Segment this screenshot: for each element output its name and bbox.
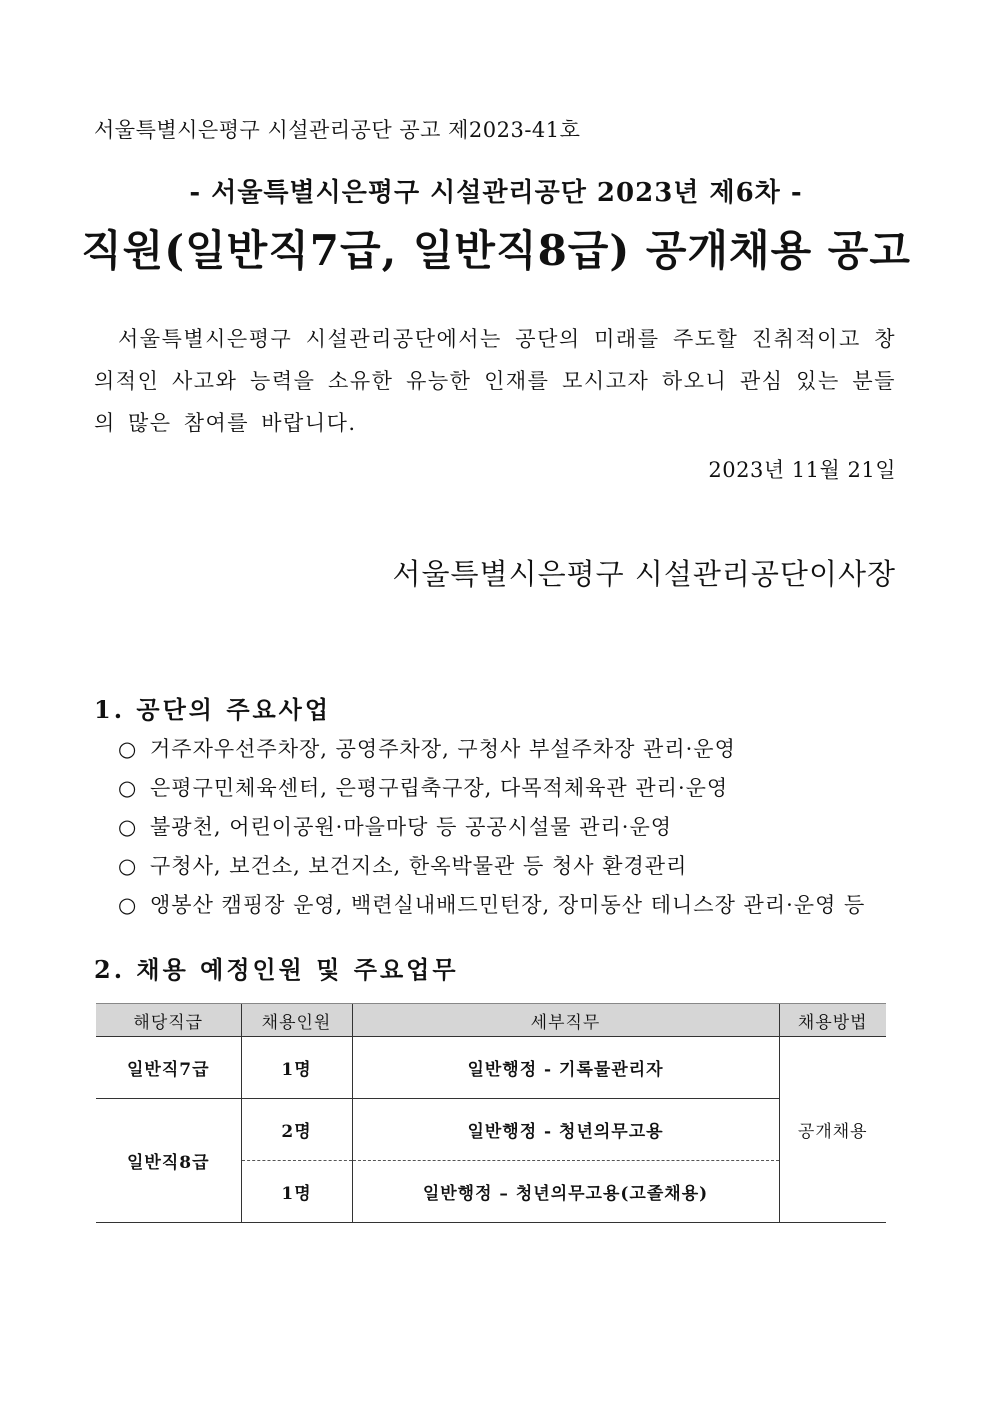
cell-duty: 일반행정 – 청년의무고용(고졸채용): [352, 1161, 779, 1223]
list-item: ○ 앵봉산 캠핑장 운영, 백련실내배드민턴장, 장미동산 테니스장 관리·운영 등: [118, 886, 908, 925]
issuer: 서울특별시은평구 시설관리공단이사장: [392, 557, 896, 591]
circle-bullet-icon: ○: [118, 815, 138, 839]
business-list: [118, 730, 908, 925]
list-item: ○ 불광천, 어린이공원·마을마당 등 공공시설물 관리·운영: [118, 808, 908, 847]
recruitment-table: [96, 1003, 886, 1223]
cell-count: 1명: [241, 1037, 352, 1099]
list-item: ○ 거주자우선주차장, 공영주차장, 구청사 부설주차장 관리·운영: [118, 730, 908, 769]
circle-bullet-icon: ○: [118, 854, 138, 878]
header-count: 채용인원: [241, 1004, 352, 1037]
section2-heading: 2. 채용 예정인원 및 주요업무: [94, 955, 459, 984]
list-item: ○ 구청사, 보건소, 보건지소, 한옥박물관 등 청사 환경관리: [118, 847, 908, 886]
intro-paragraph: 서울특별시은평구 시설관리공단에서는 공단의 미래를 주도할 진취적이고 창의적인 사고와 능력을 소유한 유능한 인재를 모시고자 하오니 관심 있는 분들의 많은 참여를 바랍니다.: [94, 327, 896, 435]
header-method: 채용방법: [779, 1004, 886, 1037]
table-header-row: [96, 1004, 886, 1037]
subtitle: - 서울특별시은평구 시설관리공단 2023년 제6차 -: [189, 178, 803, 208]
main-title: 직원(일반직7급, 일반직8급) 공개채용 공고: [81, 226, 911, 275]
cell-method: 공개채용: [779, 1037, 886, 1223]
table-row: [96, 1099, 886, 1161]
list-item: ○ 은평구민체육센터, 은평구립축구장, 다목적체육관 관리·운영: [118, 769, 908, 808]
circle-bullet-icon: ○: [118, 737, 138, 761]
notice-date: 2023년 11월 21일: [708, 458, 896, 482]
cell-grade: 일반직7급: [96, 1037, 241, 1099]
cell-count: 2명: [241, 1099, 352, 1161]
table-row: [96, 1037, 886, 1099]
cell-duty: 일반행정 - 청년의무고용: [352, 1099, 779, 1161]
notice-number: 서울특별시은평구 시설관리공단 공고 제2023-41호: [94, 118, 581, 142]
header-duty: 세부직무: [352, 1004, 779, 1037]
header-grade: 해당직급: [96, 1004, 241, 1037]
circle-bullet-icon: ○: [118, 893, 138, 917]
cell-duty: 일반행정 - 기록물관리자: [352, 1037, 779, 1099]
circle-bullet-icon: ○: [118, 776, 138, 800]
cell-count: 1명: [241, 1161, 352, 1223]
section1-heading: 1. 공단의 주요사업: [94, 695, 332, 724]
cell-grade: 일반직8급: [96, 1099, 241, 1223]
